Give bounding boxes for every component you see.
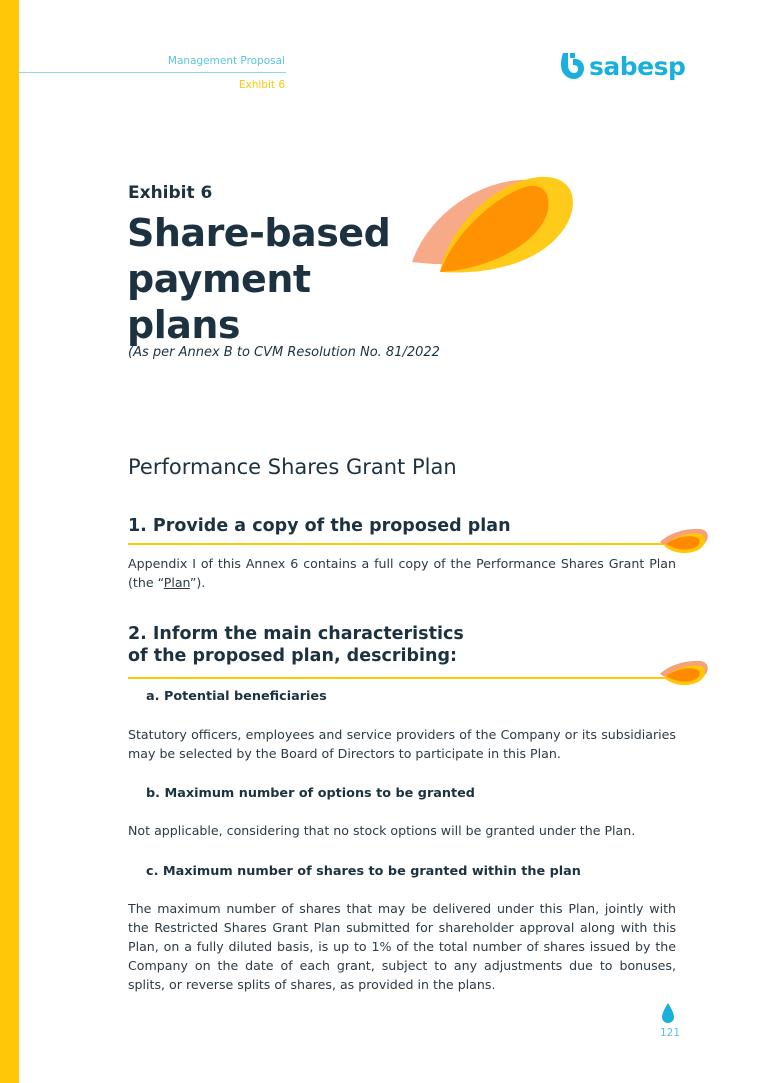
answer-text-before: Appendix I of this Annex 6 contains a full copy of the Performance Shares Grant Plan (the “ xyxy=(128,556,676,590)
page-title: Share-based payment plans xyxy=(127,211,391,347)
annex-reference-note: (As per Annex B to CVM Resolution No. 81/2022 xyxy=(128,345,440,360)
question-2-rule xyxy=(128,677,674,679)
question-1-answer xyxy=(128,554,676,592)
logo-wordmark: sabesp xyxy=(589,51,686,81)
yellow-sidebar-stripe xyxy=(0,0,19,1083)
item-c-heading: c. Maximum number of shares to be granted within the plan xyxy=(146,864,581,879)
item-b-text: Not applicable, considering that no stock options will be granted under the Plan. xyxy=(128,823,636,838)
plan-link[interactable]: Plan xyxy=(163,575,190,590)
plan-heading: Performance Shares Grant Plan xyxy=(128,455,457,479)
question-2-heading: 2. Inform the main characteristics of the proposed plan, describing: xyxy=(128,624,464,666)
header-section-title: Management Proposal xyxy=(167,55,285,67)
decorative-leaf-shapes xyxy=(410,172,576,276)
decorative-leaf-small-icon xyxy=(658,526,710,556)
page-number: 121 xyxy=(660,1027,681,1039)
sabesp-logo xyxy=(559,49,685,83)
decorative-leaf-small-icon xyxy=(658,658,710,688)
header-rule xyxy=(19,72,286,73)
sabesp-logo-icon xyxy=(559,51,585,81)
question-1-rule xyxy=(128,543,674,545)
item-a-heading: a. Potential beneficiaries xyxy=(146,689,327,704)
answer-text-after: ”). xyxy=(189,575,206,590)
question-1-heading: 1. Provide a copy of the proposed plan xyxy=(128,516,511,536)
item-c-text: The maximum number of shares that may be delivered under this Plan, jointly with the Restricted Shares Grant Plan submitted for shareholder approval along with this Plan, on a fully diluted basis, is up to 1% of the total number of shares issued by the Company on the date of each grant, subject to any adjustments due to bonuses, splits, or reverse splits of shares, as provided in the plans. xyxy=(128,901,676,992)
item-a-text: Statutory officers, employees and service providers of the Company or its subsidiaries may be selected by the Board of Directors to participate in this Plan. xyxy=(128,727,676,761)
item-b-heading: b. Maximum number of options to be granted xyxy=(146,786,475,801)
exhibit-label: Exhibit 6 xyxy=(128,183,213,203)
header-exhibit-label: Exhibit 6 xyxy=(238,79,285,91)
water-drop-icon xyxy=(660,1002,676,1024)
